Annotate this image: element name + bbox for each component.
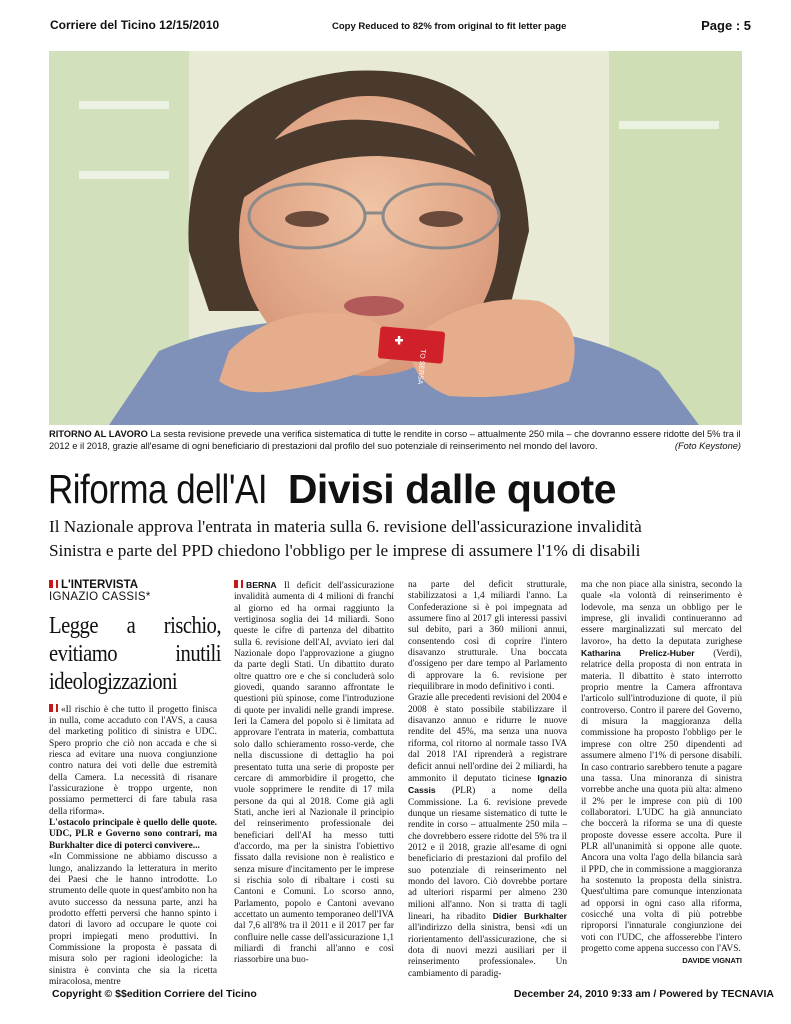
dateline: BERNA <box>246 580 277 590</box>
caption-label: RITORNO AL LAVORO <box>49 429 148 439</box>
article-text-3a: ma che non piace alla sinistra, secondo la quale «la volontà di reinserimento è lodevole, ma senza un obbligo per le imprese, gli invalidi continueranno ad essere marginalizzati sul mercato del lavoro», ha detto la deputata zurighese <box>581 580 742 647</box>
article-column-2 <box>408 580 567 979</box>
article-column-3 <box>581 580 742 966</box>
caption-text: La sesta revisione prevede una verifica sistematica di tutte le rendite in corso – attualmente 250 mila – che dovranno essere ridotte del 5% tra il 2012 e il 2018, grazie all'esame di ogni beneficiario di prestazioni dal profilo del suo potenziale di reinserimento nel mondo del lavoro. <box>49 429 741 451</box>
article-photo <box>49 51 742 425</box>
article-text-2c: (PLR) a nome della Commissione. La 6. revisione prevede dunque un riesame sistematico di tutte le rendite in corso – attualmente 250 mila – che dovrebbero essere ridotte del 5% tra il 2012 e il 2018, grazie all'esame di ogni beneficiario di prestazioni dal profilo del suo potenziale di reinserimento nel mondo del lavoro. Ciò dovrebbe portare ad ulteriori risparmi per almeno 230 milioni all'anno. Non si tratta di tagli lineari, ha ribadito <box>408 786 567 922</box>
interview-answer-1: «Il rischio è che tutto il progetto finisca in nulla, come accaduto con l'AVS, a causa del marketing politico di sinistra e UDC. Spero proprio che ciò non accada e che si riesca ad evitare una nuova congiunzione contro natura dei voti delle due estremità della Camera. La necessità di risanare l'assicurazione è troppo urgente, non possiamo permetterci di fare tabula rasa della riforma». <box>49 704 217 817</box>
headline-topic: Riforma dell'AI <box>48 466 268 512</box>
copy-reduced-note: Copy Reduced to 82% from original to fit letter page <box>332 21 567 32</box>
subheadline-line-1: Il Nazionale approva l'entrata in materia sulla 6. revisione dell'assicurazione invalidità <box>49 517 642 536</box>
headline-main: Divisi dalle quote <box>287 466 617 512</box>
page-number: Page : 5 <box>701 18 751 33</box>
headline <box>48 466 616 513</box>
red-marker-icon <box>234 580 238 588</box>
interview-answer-2: «In Commissione ne abbiamo discusso a lungo, analizzando la letteratura in merito dei Paesi che le hanno introdotte. Lo strumento delle quote in quest'ambito non ha avuto successo da nessuna parte, anzi ha prodotto effetti perversi che hanno spinto i datori di lavoro ad occupare le quote coi propri impiegati meno produttivi. In Commissione la proposta è passata di misura solo per ragioni ideologiche: la sinistra è convinta che sia la ricetta miracolosa, mentre <box>49 852 217 987</box>
photo-caption <box>49 428 741 452</box>
interviewee-name: IGNAZIO CASSIS* <box>49 591 151 604</box>
article-text-3b: (Verdi), relatrice della proposta di non entrata in materia. Il dibattito è stato interrotto proprio mentre la Camera affrontava l'articolo sull'introduzione di quote, il più controverso. Contro il parere del Governo, di misura la maggioranza della commissione ha proposto l'obbligo per le imprese con oltre 250 dipendenti ad assumere almeno l'1% di persone disabili. In caso contrario sarebbero tenute a pagare una tassa. Una minoranza di sinistra vorrebbe anche una quota più alta: almeno il 2% per le imprese con più di 100 collaboratori. L'UDC ha già annunciato che boccerà la riforma se una di queste proposte dovesse essere accolta. Pure il PLR all'unanimità si oppone alle quote. Ancora una volta l'ago della bilancia sarà il PPD, che in commissione a maggioranza ha sostenuto la proposta della sinistra. Quest'ultima pare comunque intenzionata ad opporsi in ogni caso alla riforma, cosicché una volta di più potrebbe riproporsi l'innaturale congiunzione dei voti con l'UDC, che affosserebbe l'intero progetto come appena successo con l'AVS. <box>581 649 742 954</box>
person-name-burkhalter: Didier Burkhalter <box>492 910 567 921</box>
usb-label: TO SERSA <box>415 348 426 385</box>
article-text-2a: na parte del deficit strutturale, stabilizzatosi a 1,4 miliardi l'anno. La Confederazione si è poi impegnata ad assumere fino al 2017 gli interessi passivi sul debito, pari a 360 milioni annui, consentendo così di coprire l'intero disavanzo strutturale. Una boccata d'ossigeno per dare tempo al Parlamento di approvare la 6. revisione per riequilibrare in modo definitivo i conti. <box>408 580 567 693</box>
interview-column <box>49 579 221 987</box>
article-text-2b: Grazie alle precedenti revisioni del 2004 e 2008 è stato possibile stabilizzare il disavanzo annuo e ridurre le nuove rendite del 45%, ma senza una nuova riforma, col ritorno al normale tasso IVA dal 2018 l'AI riprenderà a registrare deficit annui nell'ordine dei 2 miliardi, ha ammonito il deputato ticinese <box>408 693 567 784</box>
timestamp-footer: December 24, 2010 9:33 am / Powered by TECNAVIA <box>513 988 774 1000</box>
person-name-prelicz-huber: Katharina Prelicz-Huber <box>581 648 695 659</box>
interview-title: Legge a rischio, evitiamo inutili ideologizzazioni <box>49 612 221 695</box>
article-text-2d: all'indirizzo della sinistra, bensì «di un riorientamento dell'assicurazione, che si dota di nuovi mezzi ausiliari per il reinserimento professionale». Un cambiamento di paradig- <box>408 923 567 979</box>
red-marker-icon <box>49 580 53 588</box>
photo-credit: (Foto Keystone) <box>674 441 741 451</box>
author-signature: DAVIDE VIGNATI <box>682 956 742 966</box>
red-marker-icon <box>49 704 53 712</box>
interview-question: L'ostacolo principale è quello delle quote. UDC, PLR e Governo sono contrari, ma Burkhalter dice di poterci convivere... <box>49 818 217 851</box>
person-name-cassis: Ignazio Cassis <box>408 772 567 796</box>
photo-illustration <box>49 51 742 425</box>
interview-label: L'INTERVISTA <box>49 580 217 591</box>
subheadline-line-2: Sinistra e parte del PPD chiedono l'obbligo per le imprese di assumere l'1% di disabili <box>49 541 641 560</box>
article-text-1: Il deficit dell'assicurazione invalidità aumenta di 4 milioni di franchi al giorno ed ha ormai raggiunto la vertiginosa soglia dei 14 miliardi. Sono queste le cifre di partenza del dibattito sulla 6. revisione dell'AI, avviato ieri dal Nazionale dopo l'approvazione a giugno da parte degli Stati. Un dibattito durato oltre quattro ore e che si concluderà solo giovedì, quando saranno affrontate le questioni più spinose, come l'introduzione di quote per invalidi nelle grandi imprese. Ieri la Camera del popolo si è limitata ad approvare l'entrata in materia, combattuta solo dallo schieramento rosso-verde, che nella discussione di dettaglio ha poi presentato tutta una serie di proposte per cercare di ammorbidire il progetto, che vuole sopprimere le rendite di 17 mila persone da qui al 2018. Come già agli Stati, anche ieri al Nazionale il principio del reinserimento professionale dei beneficiari dell'AI ha messo tutti d'accordo, ma per la sinistra l'obiettivo fissato dalla revisione non è realistico e senza misure d'incitamento per le imprese si rischia solo di ribaltare i costi su Cantoni e Comuni. Lo scorso anno, Parlamento, popolo e Cantoni avevano accettato un aumento temporaneo dell'IVA dal 7,6 all'8% tra il 2011 e il 2017 per far confluire nelle casse dell'assicurazione 1,1 miliardi di franchi all'anno e così riassorbire una buo- <box>234 581 394 966</box>
article-column-1 <box>234 580 394 966</box>
newspaper-date-header: Corriere del Ticino 12/15/2010 <box>50 18 220 32</box>
copyright-footer: Copyright © $$edition Corriere del Ticino <box>52 988 257 1000</box>
